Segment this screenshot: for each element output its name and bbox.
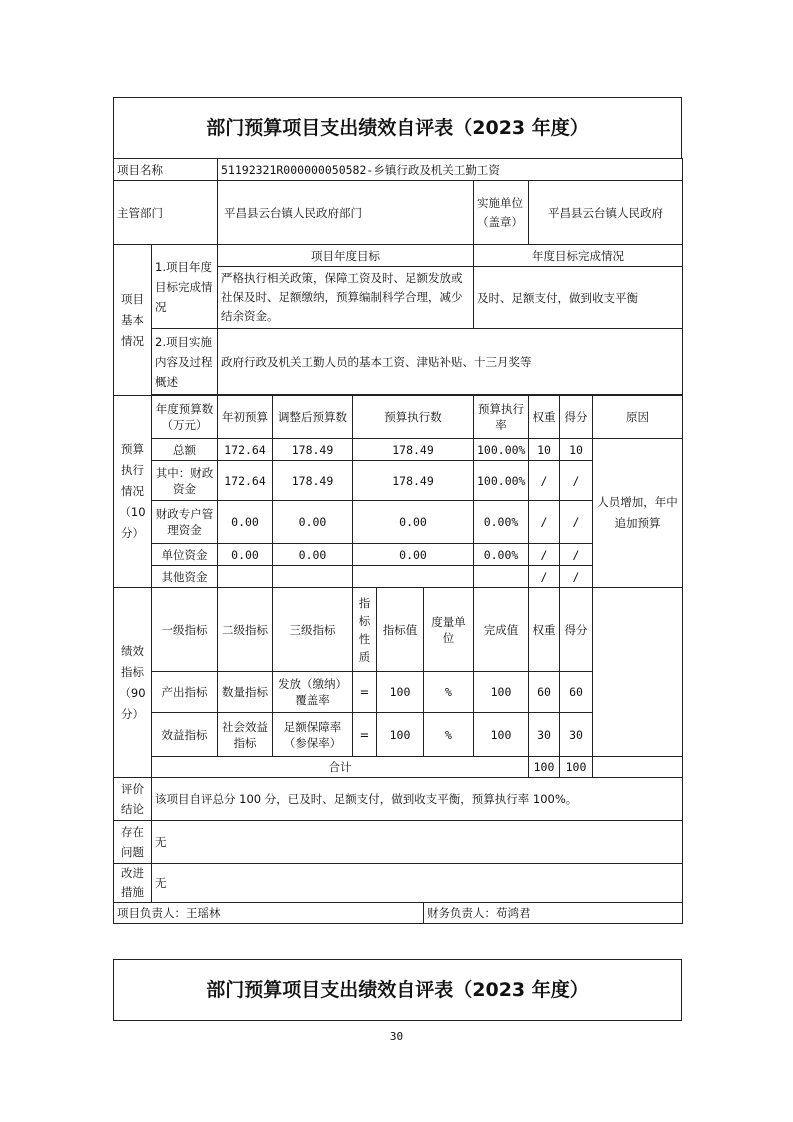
- budget-header: 得分: [560, 396, 593, 439]
- impl-unit-label: 实施单位（盖章）: [474, 181, 529, 245]
- indicator-value: 100: [377, 672, 424, 713]
- goal-header: 项目年度目标: [218, 245, 474, 267]
- budget-header: 预算执行数: [353, 396, 474, 439]
- indicator-weight: 30: [529, 713, 560, 757]
- total-score: 100: [560, 757, 593, 778]
- goal-label: 1.项目年度目标完成情况: [152, 245, 218, 329]
- budget-adjusted: [273, 566, 353, 588]
- budget-row-name: 财政专户管理资金: [152, 501, 218, 544]
- page-number: 30: [389, 1030, 404, 1043]
- budget-initial: 0.00: [218, 544, 273, 566]
- total-weight: 100: [529, 757, 560, 778]
- indicator-completed: 100: [474, 713, 529, 757]
- budget-header: 年初预算: [218, 396, 273, 439]
- budget-rate: 100.00%: [474, 461, 529, 501]
- impl-label: 2.项目实施内容及过程概述: [152, 329, 218, 395]
- performance-header: 指标值: [377, 588, 424, 672]
- goal-header-row: [114, 245, 683, 267]
- measures-text: 无: [152, 864, 683, 903]
- budget-row-name: 其他资金: [152, 566, 218, 588]
- goal-text: 严格执行相关政策，保障工资及时、足额发放或社保及时、足额缴纳，预算编制科学合理，减少结余资金。: [218, 267, 474, 329]
- performance-header: 权重: [529, 588, 560, 672]
- indicator-completed: 100: [474, 672, 529, 713]
- performance-header-row: [114, 588, 683, 672]
- budget-adjusted: 0.00: [273, 501, 353, 544]
- budget-weight: /: [529, 544, 560, 566]
- project-name-value: 51192321R000000050582-乡镇行政及机关工勤工资: [218, 159, 683, 181]
- performance-section-label: 绩效指标（90分）: [114, 588, 152, 778]
- completion-header: 年度目标完成情况: [474, 245, 683, 267]
- budget-score: /: [560, 501, 593, 544]
- indicator-level1: 效益指标: [152, 713, 218, 757]
- indicator-unit: %: [424, 672, 474, 713]
- performance-blank-cell: [593, 588, 683, 757]
- budget-initial: 0.00: [218, 501, 273, 544]
- indicator-score: 60: [560, 672, 593, 713]
- budget-header: 预算执行率: [474, 396, 529, 439]
- project-name-row: [114, 159, 683, 181]
- performance-header: 一级指标: [152, 588, 218, 672]
- budget-rate: [474, 566, 529, 588]
- budget-row-name: 单位资金: [152, 544, 218, 566]
- budget-executed: 0.00: [353, 501, 474, 544]
- impl-text: 政府行政及机关工勤人员的基本工资、津贴补贴、十三月奖等: [218, 329, 683, 395]
- impl-row: [114, 329, 683, 395]
- budget-reason: 人员增加，年中追加预算: [593, 439, 683, 588]
- project-lead: 项目负责人：王瑶林: [114, 903, 424, 924]
- total-blank-cell: [593, 757, 683, 778]
- budget-adjusted: 178.49: [273, 439, 353, 461]
- total-label: 合计: [152, 757, 529, 778]
- page-title: 部门预算项目支出绩效自评表（2023 年度）: [206, 117, 589, 139]
- budget-header: 年度预算数（万元）: [152, 396, 218, 439]
- budget-executed: 0.00: [353, 544, 474, 566]
- issues-label: 存在问题: [114, 821, 152, 864]
- budget-header: 原因: [593, 396, 683, 439]
- performance-header: 完成值: [474, 588, 529, 672]
- indicator-level3: 发放（缴纳）覆盖率: [273, 672, 353, 713]
- budget-adjusted: 178.49: [273, 461, 353, 501]
- budget-row: [114, 439, 683, 461]
- indicator-level1: 产出指标: [152, 672, 218, 713]
- conclusion-row: [114, 778, 683, 821]
- budget-weight: /: [529, 501, 560, 544]
- budget-score: /: [560, 544, 593, 566]
- indicator-level2: 数量指标: [218, 672, 273, 713]
- finance-lead: 财务负责人：苟鸿君: [424, 903, 683, 924]
- budget-executed: 178.49: [353, 461, 474, 501]
- project-name-label: 项目名称: [114, 159, 218, 181]
- indicator-score: 30: [560, 713, 593, 757]
- performance-header: 得分: [560, 588, 593, 672]
- budget-header: 权重: [529, 396, 560, 439]
- budget-row-name: 总额: [152, 439, 218, 461]
- budget-weight: /: [529, 461, 560, 501]
- performance-header: 度量单位: [424, 588, 474, 672]
- dept-label: 主管部门: [114, 181, 218, 245]
- indicator-nature: =: [353, 672, 377, 713]
- measures-label: 改进措施: [114, 864, 152, 903]
- budget-header-row: [114, 396, 683, 439]
- budget-score: /: [560, 461, 593, 501]
- budget-header: 调整后预算数: [273, 396, 353, 439]
- budget-executed: [353, 566, 474, 588]
- signature-row: [114, 903, 683, 924]
- indicator-value: 100: [377, 713, 424, 757]
- budget-rate: 0.00%: [474, 544, 529, 566]
- next-table-title: 部门预算项目支出绩效自评表（2023 年度）: [206, 979, 589, 1001]
- budget-rate: 0.00%: [474, 501, 529, 544]
- issues-row: [114, 821, 683, 864]
- budget-initial: 172.64: [218, 461, 273, 501]
- budget-score: /: [560, 566, 593, 588]
- indicator-nature: =: [353, 713, 377, 757]
- indicator-level2: 社会效益指标: [218, 713, 273, 757]
- issues-text: 无: [152, 821, 683, 864]
- budget-rate: 100.00%: [474, 439, 529, 461]
- performance-header: 二级指标: [218, 588, 273, 672]
- budget-score: 10: [560, 439, 593, 461]
- budget-executed: 178.49: [353, 439, 474, 461]
- indicator-level3: 足额保障率（参保率）: [273, 713, 353, 757]
- completion-text: 及时、足额支付，做到收支平衡: [474, 267, 683, 329]
- budget-weight: /: [529, 566, 560, 588]
- title-box: [113, 97, 682, 159]
- conclusion-label: 评价结论: [114, 778, 152, 821]
- self-evaluation-table: [113, 158, 683, 924]
- indicator-weight: 60: [529, 672, 560, 713]
- total-row: [114, 757, 683, 778]
- budget-initial: 172.64: [218, 439, 273, 461]
- budget-adjusted: 0.00: [273, 544, 353, 566]
- basic-section-label: 项目基本情况: [114, 245, 152, 396]
- measures-row: [114, 864, 683, 903]
- conclusion-text: 该项目自评总分 100 分，已及时、足额支付，做到收支平衡，预算执行率 100%。: [152, 778, 683, 821]
- budget-row-name: 其中：财政资金: [152, 461, 218, 501]
- dept-value: 平昌县云台镇人民政府部门: [218, 181, 474, 245]
- budget-weight: 10: [529, 439, 560, 461]
- budget-section-label: 预算执行情况（10分）: [114, 396, 152, 588]
- budget-initial: [218, 566, 273, 588]
- next-table-title-box: [113, 959, 682, 1021]
- performance-header: 指标性质: [353, 588, 377, 672]
- impl-unit-value: 平昌县云台镇人民政府: [529, 181, 683, 245]
- performance-header: 三级指标: [273, 588, 353, 672]
- department-row: [114, 181, 683, 245]
- indicator-unit: %: [424, 713, 474, 757]
